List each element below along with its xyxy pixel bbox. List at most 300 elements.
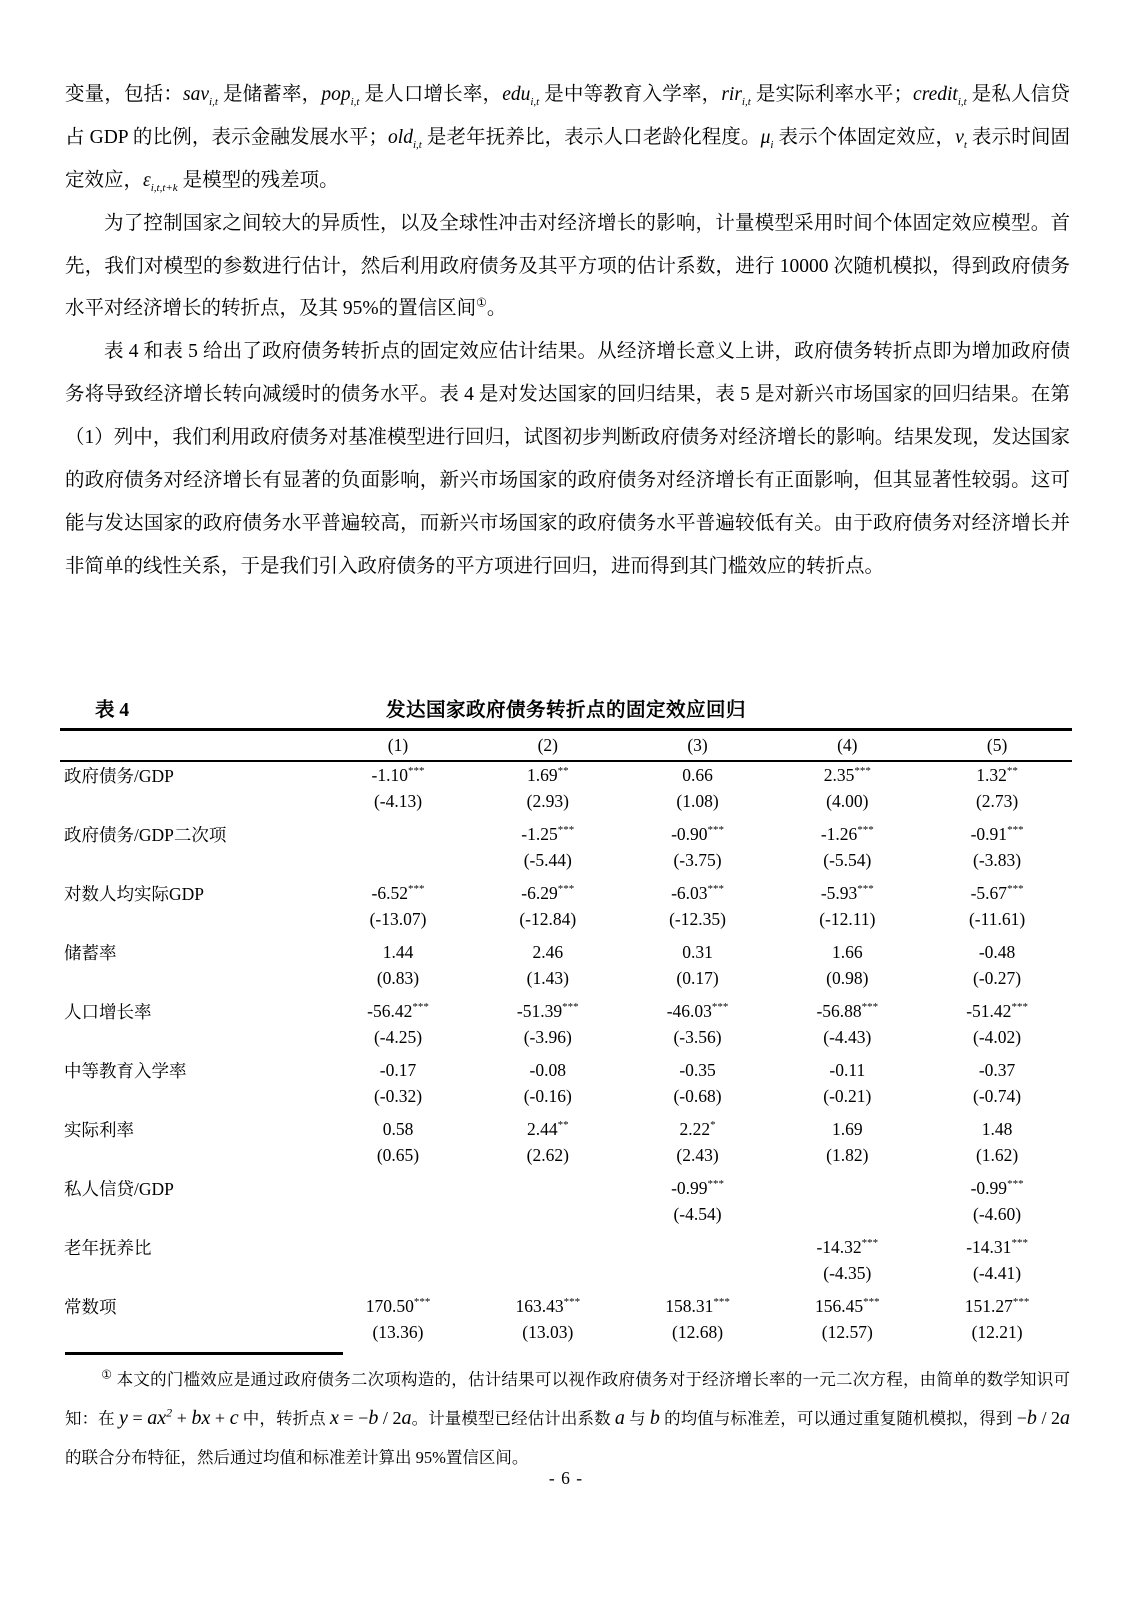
row-spacer — [60, 1345, 1072, 1352]
equation-text: / 2 — [1036, 1408, 1061, 1429]
table-header-row — [60, 730, 1072, 762]
table-caption — [60, 688, 1072, 728]
row-label: 实际利率 — [64, 1119, 134, 1140]
tstat-cell: (1.43) — [526, 967, 569, 988]
coef-value: 1.69 — [526, 764, 558, 785]
coef-value: -6.52 — [371, 882, 408, 903]
coef-cell — [772, 998, 922, 1024]
spacer-cell — [60, 1109, 1072, 1116]
text-run: 是老年抚养比，表示人口老龄化程度。 — [421, 126, 761, 148]
coef-cell — [922, 821, 1072, 847]
coef-value: -1.25 — [521, 823, 558, 844]
coef-value: -0.37 — [978, 1059, 1016, 1080]
empty-cell — [60, 965, 323, 991]
tstat-cell: (0.98) — [826, 967, 869, 988]
coef-value: 1.32 — [976, 764, 1007, 785]
coef-cell — [323, 821, 473, 847]
page-number: - 6 - — [548, 1468, 584, 1488]
coef-value: -0.35 — [679, 1059, 716, 1080]
coef-cell — [623, 761, 773, 788]
empty-cell — [60, 847, 323, 873]
row-label: 储蓄率 — [64, 942, 117, 963]
math-variable: b — [649, 1407, 660, 1430]
coef-value: -56.42 — [367, 1000, 413, 1021]
tstat-cell: (-4.54) — [673, 1203, 722, 1224]
tstat-cell: (13.03) — [522, 1321, 574, 1342]
significance-stars: *** — [707, 823, 725, 836]
coef-cell — [922, 939, 1072, 965]
table-row-coef — [60, 998, 1072, 1024]
coef-value: -0.17 — [379, 1059, 417, 1080]
tstat-cell: (-4.60) — [973, 1203, 1022, 1224]
tstat-cell: (2.73) — [975, 790, 1019, 811]
tstat-cell: (-3.56) — [673, 1026, 722, 1047]
coef-cell — [623, 1175, 773, 1201]
coef-cell — [473, 939, 623, 965]
coef-value: -14.32 — [816, 1236, 862, 1257]
table-row-coef — [60, 1293, 1072, 1319]
math-variable: $\mu_i$ — [760, 126, 774, 151]
math-subscript: i,t — [209, 95, 218, 108]
math-variable: a — [614, 1407, 625, 1430]
tstat-cell: (-0.21) — [823, 1085, 872, 1106]
coef-value: 0.66 — [682, 764, 713, 785]
row-spacer — [60, 1109, 1072, 1116]
significance-stars: *** — [557, 823, 575, 836]
coef-cell — [922, 1234, 1072, 1260]
equation-text: = — [127, 1408, 148, 1429]
equation-text: / 2 — [378, 1408, 402, 1429]
empty-cell — [60, 1024, 323, 1050]
row-label: 常数项 — [64, 1296, 117, 1317]
coef-value: 0.58 — [382, 1118, 414, 1139]
significance-stars: *** — [1011, 1000, 1028, 1013]
significance-stars: *** — [857, 823, 874, 836]
text-run: 与 — [624, 1409, 650, 1429]
coef-value: 156.45 — [814, 1295, 864, 1316]
coef-cell — [473, 1057, 623, 1083]
coef-value: -0.99 — [970, 1177, 1008, 1198]
tstat-cell: (12.68) — [672, 1321, 724, 1342]
text-run: 是模型的残差项。 — [177, 169, 339, 191]
coef-value: 158.31 — [665, 1295, 714, 1316]
tstat-cell: (-11.61) — [968, 908, 1026, 929]
coef-cell — [623, 939, 773, 965]
table-4-block — [60, 688, 1072, 1352]
coef-cell — [323, 1293, 473, 1319]
text-run: 为了控制国家之间较大的异质性，以及全球性冲击对经济增长的影响，计量模型采用时间个体固定效应模型。首先，我们对模型的参数进行估计，然后利用政府债务及其平方项的估计系数，进行 10000 次随机模拟，得到政府债务水平对经济增长的转折点，及其 95%的置信区间 — [65, 212, 1070, 320]
tstat-cell: (-4.13) — [373, 790, 423, 811]
table-row-tstat — [60, 788, 1072, 814]
column-header: (5) — [986, 735, 1008, 755]
coef-value: -0.91 — [970, 823, 1008, 844]
coef-value: -56.88 — [816, 1000, 862, 1021]
significance-stars: *** — [707, 882, 725, 895]
row-spacer — [60, 932, 1072, 939]
table-row-coef — [60, 1234, 1072, 1260]
table-row-tstat — [60, 1024, 1072, 1050]
tstat-cell: (-0.68) — [673, 1085, 722, 1106]
math-subscript: i — [770, 138, 774, 151]
coef-cell — [323, 998, 473, 1024]
row-label: 老年抚养比 — [64, 1237, 152, 1258]
coef-cell — [473, 1293, 623, 1319]
row-spacer — [60, 1168, 1072, 1175]
row-spacer — [60, 1227, 1072, 1234]
tstat-cell: (-5.44) — [523, 849, 572, 870]
table-row-tstat — [60, 1201, 1072, 1227]
significance-stars: *** — [563, 1295, 581, 1308]
equation-text: − — [1016, 1408, 1027, 1429]
table-row-coef — [60, 1057, 1072, 1083]
spacer-cell — [60, 932, 1072, 939]
tstat-cell: (1.08) — [676, 790, 719, 811]
significance-stars: *** — [557, 882, 575, 895]
column-header: (3) — [687, 735, 708, 755]
coef-cell — [772, 1057, 922, 1083]
coef-cell — [323, 761, 473, 788]
coef-cell — [772, 1175, 922, 1201]
tstat-cell: (-4.02) — [973, 1026, 1022, 1047]
table-row-coef — [60, 761, 1072, 788]
coef-value: 2.22 — [679, 1118, 711, 1139]
equation-text: = − — [338, 1408, 369, 1429]
coef-value: 151.27 — [964, 1295, 1013, 1316]
table-row-tstat — [60, 1260, 1072, 1286]
math-variable: b — [1026, 1407, 1037, 1430]
coef-value: -1.10 — [371, 764, 408, 785]
coef-cell — [772, 880, 922, 906]
coef-value: -51.42 — [966, 1000, 1012, 1021]
footnote-area — [65, 1352, 1070, 1476]
coef-cell — [623, 998, 773, 1024]
text-run: 是中等教育入学率， — [539, 84, 722, 105]
tstat-cell: (-4.41) — [973, 1262, 1022, 1283]
tstat-cell — [473, 1201, 623, 1227]
significance-stars: *** — [861, 1000, 879, 1013]
row-spacer — [60, 814, 1072, 821]
math-variable: edu$_{i,t}$ — [502, 84, 540, 108]
row-spacer — [60, 991, 1072, 998]
tstat-cell: (-12.11) — [819, 908, 876, 929]
coef-value: 163.43 — [515, 1295, 564, 1316]
tstat-cell: (12.57) — [821, 1321, 873, 1342]
paragraph — [65, 203, 1070, 332]
tstat-cell — [772, 1201, 922, 1227]
table-row-tstat — [60, 1142, 1072, 1168]
text-run: 变量，包括： — [65, 84, 184, 105]
table-row-tstat — [60, 906, 1072, 932]
coef-cell — [772, 821, 922, 847]
tstat-cell: (-12.35) — [669, 908, 726, 929]
coef-value: -0.99 — [671, 1177, 708, 1198]
math-variable: pop$_{i,t}$ — [321, 84, 360, 108]
math-subscript: i,t — [957, 95, 967, 108]
coef-cell — [623, 1116, 773, 1142]
coef-cell — [922, 880, 1072, 906]
table-row-coef — [60, 1175, 1072, 1201]
coef-cell — [922, 1175, 1072, 1201]
header-label-cell — [60, 730, 323, 762]
coef-value: 2.35 — [823, 764, 855, 785]
significance-stars: *** — [407, 882, 425, 895]
text-run: 的均值与标准差，可以通过重复随机模拟，得到 — [659, 1409, 1017, 1429]
significance-stars: *** — [713, 1295, 730, 1308]
coef-value: 2.46 — [532, 941, 564, 962]
tstat-cell: (-4.35) — [823, 1262, 872, 1283]
significance-stars: ** — [557, 1118, 569, 1131]
tstat-cell: (2.93) — [526, 790, 569, 811]
tstat-cell: (13.36) — [372, 1321, 424, 1342]
coef-value: 2.44 — [526, 1118, 558, 1139]
tstat-cell: (-5.54) — [823, 849, 872, 870]
tstat-cell: (1.62) — [975, 1144, 1019, 1165]
empty-cell — [60, 1201, 323, 1227]
math-variable: x — [329, 1407, 339, 1430]
math-variable: a — [401, 1407, 412, 1430]
text-run: 中，转折点 — [238, 1409, 330, 1429]
tstat-cell — [473, 1260, 623, 1286]
tstat-cell: (-13.07) — [369, 908, 427, 929]
table-number: 表 4 — [95, 700, 130, 721]
math-variable: credit$_{i,t}$ — [913, 84, 967, 108]
significance-stars: *** — [407, 764, 425, 777]
coef-cell — [922, 1057, 1072, 1083]
row-label: 政府债务/GDP二次项 — [64, 824, 227, 845]
coef-value: 1.44 — [382, 941, 414, 962]
table-row-coef — [60, 939, 1072, 965]
coef-value: -14.31 — [966, 1236, 1012, 1257]
coef-value: -1.26 — [820, 823, 858, 844]
tstat-cell: (0.17) — [676, 967, 719, 988]
coef-value: -46.03 — [666, 1000, 712, 1021]
paragraph — [65, 74, 1070, 203]
coef-value: -0.90 — [671, 823, 708, 844]
math-variable: bx — [191, 1407, 211, 1430]
row-spacer — [60, 1050, 1072, 1057]
tstat-cell: (2.43) — [676, 1144, 719, 1165]
math-variable: y — [118, 1407, 128, 1430]
tstat-cell: (-4.25) — [373, 1026, 423, 1047]
empty-cell — [60, 1319, 323, 1345]
text-run: 是实际利率水平； — [750, 84, 914, 105]
text-run: 。计量模型已经估计出系数 — [411, 1409, 615, 1429]
tstat-cell: (-0.16) — [523, 1085, 572, 1106]
coef-cell — [772, 939, 922, 965]
math-superscript: 2 — [166, 1405, 173, 1420]
coef-cell — [623, 1293, 773, 1319]
empty-cell — [60, 906, 323, 932]
tstat-cell — [323, 847, 473, 873]
column-header: (1) — [387, 735, 409, 755]
math-variable: b — [368, 1407, 379, 1430]
tstat-cell: (4.00) — [826, 790, 869, 811]
coef-cell — [922, 1116, 1072, 1142]
math-variable: old$_{i,t}$ — [388, 126, 422, 151]
significance-stars: *** — [711, 1000, 729, 1013]
table-row-tstat — [60, 965, 1072, 991]
coef-cell — [473, 1116, 623, 1142]
math-variable: $ax^2$ — [147, 1405, 173, 1430]
footnote-divider — [65, 1352, 343, 1355]
coef-value: -6.29 — [521, 882, 558, 903]
footnote-text — [65, 1362, 1070, 1476]
footnote-mark: ① — [101, 1367, 113, 1382]
coef-value: -0.48 — [978, 941, 1016, 962]
text-run: 是私人信贷占 GDP 的比例，表示金融发展水平； — [65, 84, 1070, 148]
tstat-cell: (0.83) — [376, 967, 420, 988]
text-run: 本文的门槛效应是通过政府债务二次项构造的，估计结果可以视作政府债务对于经济增长率的一元二次方程，由简单的数学知识可知：在 — [65, 1370, 1071, 1429]
math-variable: sav$_{i,t}$ — [183, 84, 218, 108]
row-label: 对数人均实际GDP — [64, 883, 205, 904]
significance-stars: *** — [1011, 1236, 1028, 1249]
tstat-cell: (-3.83) — [973, 849, 1022, 870]
row-label: 政府债务/GDP — [64, 765, 174, 786]
coef-value: 0.31 — [682, 941, 713, 962]
empty-cell — [60, 1083, 323, 1109]
math-variable: c — [229, 1407, 239, 1430]
text-run: 表示时间固定效应， — [65, 126, 1070, 191]
tstat-cell: (-3.75) — [673, 849, 722, 870]
spacer-cell — [60, 991, 1072, 998]
text-run: 表示个体固定效应， — [773, 126, 956, 148]
math-subscript: i,t — [530, 95, 540, 108]
tstat-cell: (1.82) — [826, 1144, 869, 1165]
significance-stars: *** — [1007, 882, 1024, 895]
coef-value: -51.39 — [516, 1000, 563, 1021]
spacer-cell — [60, 1168, 1072, 1175]
spacer-cell — [60, 1050, 1072, 1057]
coef-cell — [323, 939, 473, 965]
significance-stars: *** — [863, 1295, 880, 1308]
significance-stars: *** — [413, 1295, 431, 1308]
spacer-cell — [60, 814, 1072, 821]
math-variable: rir$_{i,t}$ — [721, 84, 751, 108]
tstat-cell: (-0.27) — [973, 967, 1022, 988]
table-title: 发达国家政府债务转折点的固定效应回归 — [385, 700, 746, 721]
math-variable: $\nu_t$ — [955, 126, 967, 151]
math-subscript: i,t — [741, 95, 751, 108]
coef-value: -0.11 — [829, 1059, 866, 1080]
empty-cell — [60, 1142, 323, 1168]
tstat-cell: (-3.96) — [523, 1026, 572, 1047]
spacer-cell — [60, 1286, 1072, 1293]
tstat-cell: (-4.43) — [823, 1026, 872, 1047]
math-variable: a — [1060, 1407, 1071, 1430]
coef-value: 1.66 — [831, 941, 863, 962]
significance-stars: *** — [707, 1177, 725, 1190]
coef-cell — [772, 761, 922, 788]
coef-value: -5.67 — [970, 882, 1008, 903]
tstat-cell: (-12.84) — [519, 908, 577, 929]
coef-value: -6.03 — [671, 882, 708, 903]
coef-cell — [323, 1175, 473, 1201]
coef-value: 170.50 — [365, 1295, 414, 1316]
coef-cell — [473, 880, 623, 906]
tstat-cell — [323, 1201, 473, 1227]
coef-cell — [623, 1234, 773, 1260]
row-spacer — [60, 1286, 1072, 1293]
column-header: (2) — [537, 735, 558, 755]
coef-cell — [922, 761, 1072, 788]
tstat-cell: (12.21) — [971, 1321, 1023, 1342]
math-subscript: i,t — [412, 138, 422, 151]
body-text — [65, 74, 1070, 589]
coef-cell — [772, 1293, 922, 1319]
row-label: 私人信贷/GDP — [64, 1178, 174, 1199]
column-header: (4) — [837, 735, 858, 755]
significance-stars: *** — [1007, 1177, 1024, 1190]
text-run: 是人口增长率， — [359, 84, 503, 105]
equation-text: + — [172, 1408, 192, 1429]
equation-text: + — [210, 1408, 230, 1429]
significance-stars: *** — [562, 1000, 579, 1013]
row-label: 中等教育入学率 — [64, 1060, 187, 1081]
text-run: 是储蓄率， — [217, 84, 322, 105]
text-run: 。 — [486, 298, 507, 320]
text-run: 的联合分布特征，然后通过均值和标准差计算出 95%置信区间。 — [65, 1448, 529, 1468]
empty-cell — [60, 1260, 323, 1286]
math-subscript: i,t,t+k — [150, 181, 178, 194]
coef-cell — [323, 880, 473, 906]
coef-cell — [772, 1234, 922, 1260]
coef-cell — [473, 998, 623, 1024]
significance-stars: * — [710, 1118, 716, 1131]
significance-stars: *** — [412, 1000, 429, 1013]
row-label: 人口增长率 — [64, 1001, 152, 1022]
math-subscript: t — [963, 138, 967, 151]
significance-stars: ** — [557, 764, 569, 777]
significance-stars: *** — [861, 1236, 879, 1249]
math-subscript: i,t — [350, 95, 360, 108]
coef-cell — [323, 1234, 473, 1260]
coef-value: -5.93 — [820, 882, 858, 903]
coef-cell — [623, 1057, 773, 1083]
table-row-tstat — [60, 1319, 1072, 1345]
tstat-cell: (2.62) — [526, 1144, 569, 1165]
tstat-cell — [323, 1260, 473, 1286]
coef-cell — [772, 1116, 922, 1142]
spacer-cell — [60, 873, 1072, 880]
significance-stars: *** — [857, 882, 874, 895]
row-spacer — [60, 873, 1072, 880]
coef-cell — [323, 1116, 473, 1142]
coef-cell — [922, 998, 1072, 1024]
coef-cell — [473, 1234, 623, 1260]
coef-cell — [473, 761, 623, 788]
coef-value: 1.48 — [981, 1118, 1013, 1139]
table-row-tstat — [60, 1083, 1072, 1109]
regression-table — [60, 728, 1072, 1352]
spacer-cell — [60, 1345, 1072, 1352]
text-run: 表 4 和表 5 给出了政府债务转折点的固定效应估计结果。从经济增长意义上讲，政府债务转折点即为增加政府债务将导致经济增长转向减缓时的债务水平。表 4 是对发达国家的回归结果，表 5 是对新兴市场国家的回归结果。在第（1）列中，我们利用政府债务对基准模型进行回归，试图初步判断政府债务对经济增长的影响。结果发现，发达国家的政府债务对经济增长有显著的负面影响，新兴市场国家的政府债务对经济增长有正面影响，但其显著性较弱。这可能与发达国家的政府债务水平普遍较高，而新兴市场国家的政府债务水平普遍较低有关。由于政府债务对经济增长并非简单的线性关系，于是我们引入政府债务的平方项进行回归，进而得到其门槛效应的转折点。 — [65, 341, 1070, 577]
table-row-tstat — [60, 847, 1072, 873]
coef-value: 1.69 — [831, 1118, 863, 1139]
significance-stars: ** — [1006, 764, 1018, 777]
coef-cell — [922, 1293, 1072, 1319]
coef-value: -0.08 — [529, 1059, 566, 1080]
tstat-cell: (-0.32) — [373, 1085, 423, 1106]
footnote-mark: ① — [476, 295, 487, 310]
significance-stars: *** — [1012, 1295, 1030, 1308]
spacer-cell — [60, 1227, 1072, 1234]
paragraph — [65, 331, 1070, 588]
table-row-coef — [60, 1116, 1072, 1142]
coef-cell — [473, 1175, 623, 1201]
significance-stars: *** — [1007, 823, 1024, 836]
coef-cell — [623, 880, 773, 906]
coef-cell — [623, 821, 773, 847]
